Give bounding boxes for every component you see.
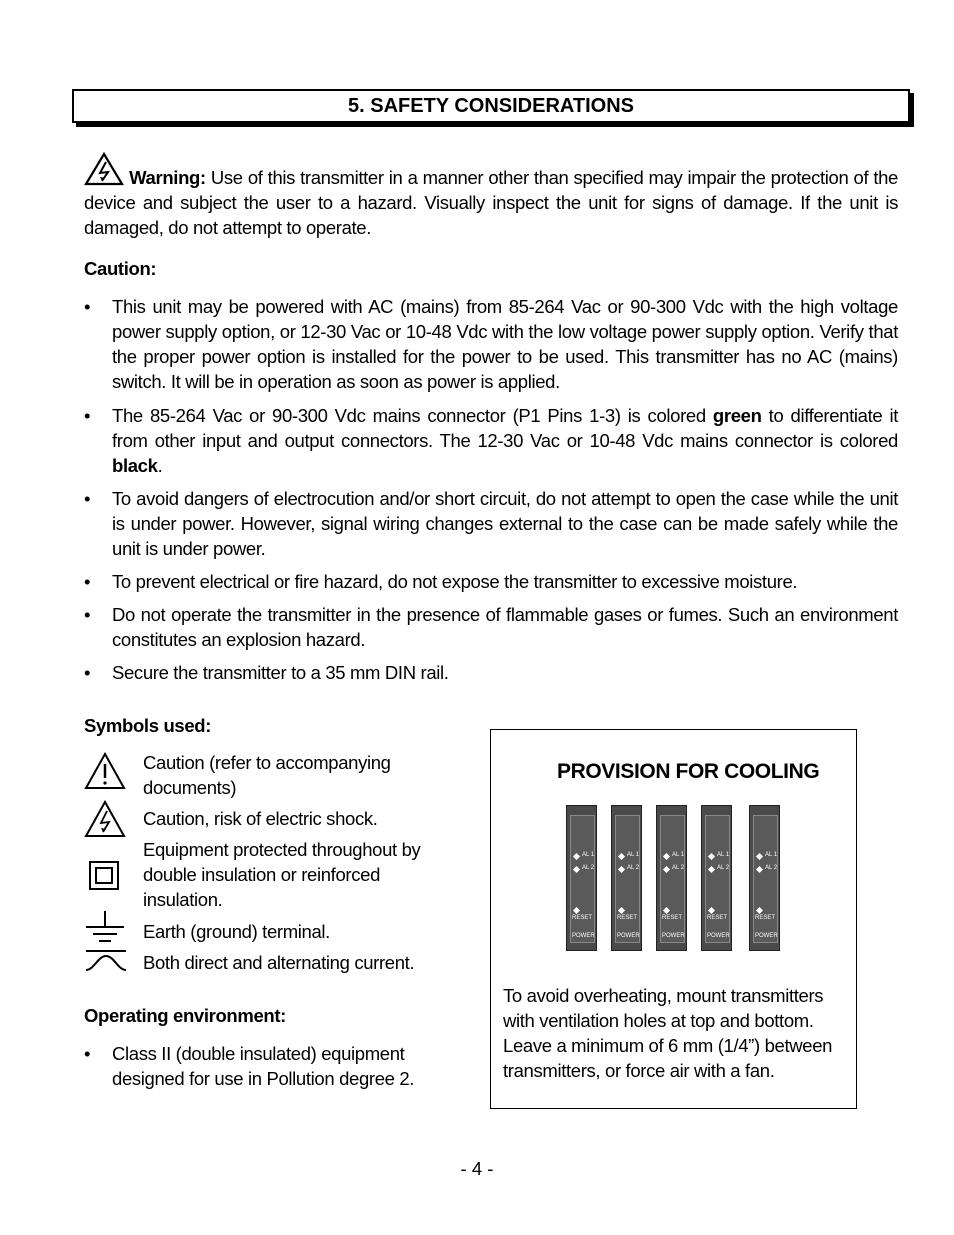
symbol-row (84, 806, 444, 831)
symbol-text: Caution (refer to accompanying documents) (143, 752, 391, 798)
module-al1-label: AL 1 (765, 852, 778, 858)
module-power-label: POWER (707, 933, 730, 939)
symbol-row (84, 950, 444, 975)
cooling-box (490, 729, 857, 1109)
module-al1-label: AL 1 (582, 852, 595, 858)
module-al2-label: AL 2 (717, 865, 730, 871)
module-reset-label: RESET (617, 915, 638, 921)
caution-bullet-text: This unit may be powered with AC (mains) from 85-264 Vac or 90-300 Vdc with the high voltage power supply option, or 12-30 Vac or 10-48 Vdc with the low voltage power supply option. Verify that the proper power option is installed for the power to be used. This transmitter has no AC (mains) switch. It will be in operation as soon as power is applied. (112, 296, 898, 392)
cooling-title: PROVISION FOR COOLING (557, 760, 820, 783)
connector-text-1: The 85-264 Vac or 90-300 Vdc mains connector (P1 Pins 1-3) is colored (112, 405, 713, 426)
module-al1-label: AL 1 (717, 852, 730, 858)
module-reset-label: RESET (755, 915, 776, 921)
electric-shock-icon (84, 152, 124, 186)
warning-paragraph (84, 152, 898, 240)
module-power-label: POWER (662, 933, 685, 939)
module-al1-label: AL 1 (672, 852, 685, 858)
page-number: - 4 - (460, 1158, 494, 1179)
double-insulation-icon (84, 861, 128, 897)
transmitter-module (701, 805, 732, 951)
caution-heading: Caution: (84, 258, 157, 279)
section-title-box (72, 89, 910, 123)
symbols-heading: Symbols used: (84, 715, 212, 736)
symbol-row (84, 750, 444, 800)
connector-green: green (712, 405, 762, 426)
transmitter-module (566, 805, 597, 951)
section-title: 5. SAFETY CONSIDERATIONS (348, 95, 634, 117)
transmitter-module (656, 805, 687, 951)
module-al1-label: AL 1 (627, 852, 640, 858)
module-face (615, 815, 640, 943)
caution-bullet-text (112, 403, 898, 478)
caution-bullet: • This unit may be powered with AC (mains) from 85-264 Vac or 90-300 Vdc with the high voltage power supply option, or 12-30 Vac or 10-48 Vdc with the low voltage power supply option. Verify that the proper power option is installed for the power to be used. This transmitter has no AC (mains) switch. It will be in operation as soon as power is applied. (84, 296, 898, 392)
module-reset-label: RESET (572, 915, 593, 921)
caution-bullet: • To prevent electrical or fire hazard, do not expose the transmitter to excessive moisture. (84, 569, 898, 594)
caution-triangle-icon (84, 752, 128, 796)
caution-bullet: • Do not operate the transmitter in the presence of flammable gases or fumes. Such an environment constitutes an explosion hazard. (84, 604, 898, 650)
module-al2-label: AL 2 (582, 865, 595, 871)
symbol-text: Equipment protected throughout by double insulation or reinforced insulation. (143, 839, 421, 910)
transmitter-module (611, 805, 642, 951)
caution-bullet: • To avoid dangers of electrocution and/or short circuit, do not attempt to open the case while the unit is under power. However, signal wiring changes external to the case can be made safely while the unit is under power. (84, 488, 898, 559)
symbol-row (84, 919, 444, 944)
caution-bullet-text: To avoid dangers of electrocution and/or short circuit, do not attempt to open the case while the unit is under power. However, signal wiring changes external to the case can be made safely while the unit is under power. (112, 488, 898, 559)
connector-black: black (112, 455, 158, 476)
cooling-text: To avoid overheating, mount transmitters with ventilation holes at top and bottom. Leave a minimum of 6 mm (1/4”) between transmitters, or force air with a fan. (503, 985, 833, 1081)
caution-bullet-text: To prevent electrical or fire hazard, do not expose the transmitter to excessive moisture. (112, 571, 798, 592)
symbol-row (84, 837, 444, 912)
module-power-label: POWER (572, 933, 595, 939)
caution-bullet: • Secure the transmitter to a 35 mm DIN rail. (84, 660, 898, 685)
symbol-text: Earth (ground) terminal. (143, 921, 330, 942)
caution-bullet-text: Secure the transmitter to a 35 mm DIN rail. (112, 662, 449, 683)
module-al2-label: AL 2 (765, 865, 778, 871)
module-al2-label: AL 2 (627, 865, 640, 871)
caution-bullet-text: Do not operate the transmitter in the presence of flammable gases or fumes. Such an environment constitutes an explosion hazard. (112, 604, 898, 650)
module-power-label: POWER (617, 933, 640, 939)
connector-text-3: . (157, 455, 163, 476)
module-reset-label: RESET (707, 915, 728, 921)
environment-bullet-text: Class II (double insulated) equipment designed for use in Pollution degree 2. (112, 1043, 415, 1089)
module-power-label: POWER (755, 933, 778, 939)
caution-bullet-connector: • The 85-264 Vac or 90-300 Vdc mains connector (P1 Pins 1-3) is colored green to differentiate it from other input and output connectors. The 12-30 Vac or 10-48 Vdc mains connector is colored black. (84, 405, 898, 476)
module-reset-label: RESET (662, 915, 683, 921)
module-face (753, 815, 778, 943)
earth-ground-icon (84, 909, 128, 951)
environment-bullet: • Class II (double insulated) equipment designed for use in Pollution degree 2. (84, 1041, 424, 1091)
module-face (660, 815, 685, 943)
module-al2-label: AL 2 (672, 865, 685, 871)
module-face (570, 815, 595, 943)
connector-text-2: to differentiate it from other input and output connectors. The 12-30 Vac or 10-48 Vdc mains connector is colored (112, 405, 898, 451)
environment-heading: Operating environment: (84, 1005, 286, 1026)
ac-dc-icon (84, 948, 128, 980)
warning-text: Use of this transmitter in a manner other than specified may impair the protection of the device and subject the user to a hazard. Visually inspect the unit for signs of damage. If the unit is damaged, do not attempt to operate. (84, 167, 899, 238)
symbol-text: Both direct and alternating current. (143, 952, 415, 973)
transmitter-module (749, 805, 780, 951)
module-face (705, 815, 730, 943)
warning-label: Warning: (129, 167, 206, 188)
symbol-text: Caution, risk of electric shock. (143, 808, 378, 829)
